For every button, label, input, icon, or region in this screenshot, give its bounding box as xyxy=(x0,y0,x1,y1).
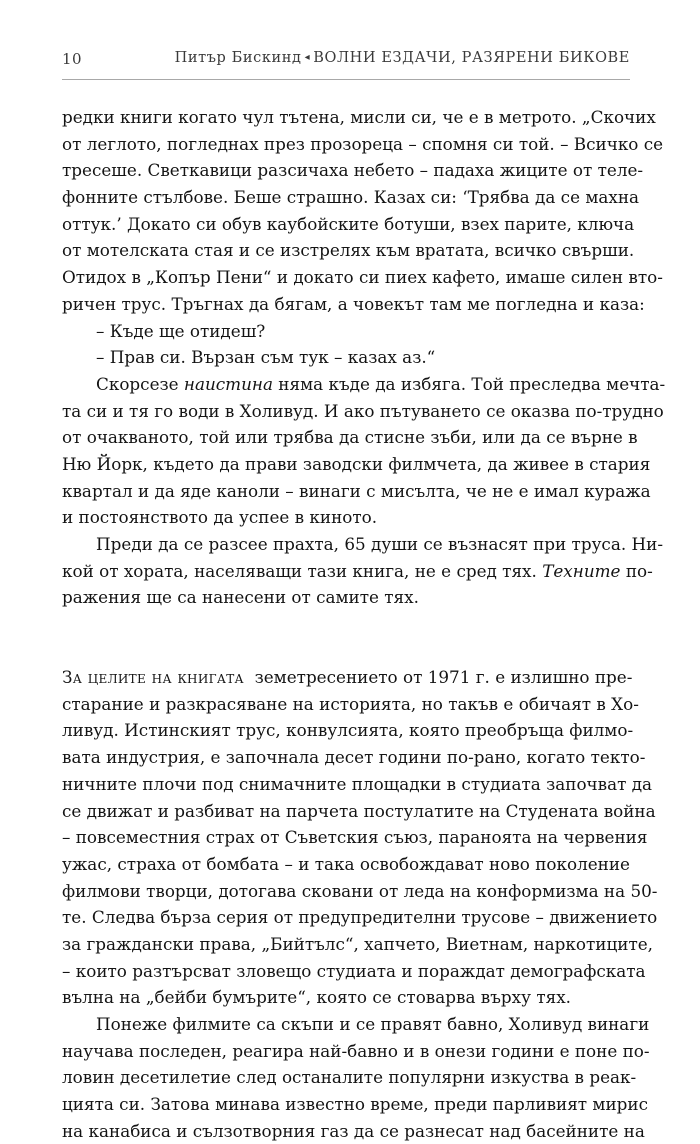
text-line: на канабиса и сълзотворния газ да се разнесат над басейните на xyxy=(62,1120,645,1141)
text-line: и постоянството да успее в киното. xyxy=(62,507,378,528)
paragraph xyxy=(62,1011,650,1144)
paragraph xyxy=(62,664,658,1011)
text-line: от мотелската стая и се изстрелях към вратата, всичко свърши. xyxy=(62,240,635,261)
section-break xyxy=(62,611,630,664)
text-line: ричен трус. Тръгнах да бягам, а човекът там ме погледна и каза: xyxy=(62,293,645,314)
text-line: кой от хората, населяващи тази книга, не е сред тях. Техните по- xyxy=(62,560,653,581)
text-line: та си и тя го води в Холивуд. И ако пътуването се оказва по-трудно xyxy=(62,400,664,421)
book-title: ВОЛНИ ЕЗДАЧИ, РАЗЯРЕНИ БИКОВЕ xyxy=(313,50,630,66)
text-line: старание и разкрасяване на историята, но такъв е обичаят в Хо- xyxy=(62,693,639,714)
text-line: от очакваното, той или трябва да стисне зъби, или да се върне в xyxy=(62,427,638,448)
text-line: Понеже филмите са скъпи и се правят бавно, Холивуд винаги xyxy=(96,1014,650,1034)
running-header xyxy=(62,50,630,74)
separator-arrow-icon: ◂ xyxy=(304,52,311,63)
page-number: 10 xyxy=(62,50,83,68)
text-line: ничните плочи под снимачните площадки в студиата започват да xyxy=(62,773,653,794)
emphasis: наистина xyxy=(183,373,273,394)
text-line: Ню Йорк, където да прави заводски филмчета, да живее в стария xyxy=(62,453,651,474)
section-lead: За целите на книгата xyxy=(62,667,244,688)
text-line: ражения ще са нанесени от самите тях. xyxy=(62,587,419,608)
running-head xyxy=(175,50,630,66)
text-line: за граждански права, „Бийтълс“, хапчето, Виетнам, наркотиците, xyxy=(62,933,654,954)
text-line: филмови творци, дотогава сковани от леда на конформизма на 50- xyxy=(62,880,658,901)
text-line: оттук.’ Докато си обув каубойските ботуши, взех парите, ключа xyxy=(62,213,635,234)
text-line: редки книги когато чул тътена, мисли си, че е в метрото. „Скочих xyxy=(62,107,656,127)
paragraph xyxy=(62,531,663,611)
text-line: Преди да се разсее прахта, 65 души се възнасят при труса. Ни- xyxy=(96,534,663,554)
text-line: – които разтърсват зловещо студиата и пораждат демографската xyxy=(62,960,646,981)
text-line: Отидох в „Копър Пени“ и докато си пиех кафето, имаше силен вто- xyxy=(62,267,663,288)
text-line: тресеше. Светкавици разсичаха небето – падаха жиците от теле- xyxy=(62,160,644,181)
paragraph xyxy=(62,104,664,371)
header-rule xyxy=(62,79,630,80)
dialog-line: – Къде ще отидеш? xyxy=(96,320,266,341)
text-line: научава последен, реагира най-бавно и в онези години е поне по- xyxy=(62,1040,650,1061)
text-line: вата индустрия, е започнала десет години по-рано, когато текто- xyxy=(62,747,646,768)
text-line: те. Следва бърза серия от предупредителни трусове – движението xyxy=(62,907,658,928)
text-line: от леглото, погледнах през прозореца – спомня си той. – Всичко се xyxy=(62,133,664,154)
paragraph xyxy=(62,371,666,531)
text-line: ливуд. Истинският трус, конвулсията, която преобръща филмо- xyxy=(62,720,634,741)
text-line: се движат и разбиват на парчета постулатите на Студената война xyxy=(62,800,656,821)
text-line: Скорсезе наистина няма къде да избяга. Той преследва мечта- xyxy=(96,373,666,394)
text-line: фонните стълбове. Беше страшно. Казах си: ‘Трябва да се махна xyxy=(62,187,640,208)
text-line: За целите на книгата земетресението от 1971 г. е излишно пре- xyxy=(62,667,633,688)
emphasis: Техните xyxy=(542,560,621,581)
dialog-line: – Прав си. Вързан съм тук – казах аз.“ xyxy=(96,347,436,368)
text-line: ловин десетилетие след останалите популярни изкуства в реак- xyxy=(62,1067,637,1088)
author-name: Питър Бискинд xyxy=(174,50,302,66)
text-line: цията си. Затова минава известно време, преди парливият мирис xyxy=(62,1094,648,1115)
text-line: квартал и да яде каноли – винаги с мисълта, че не е имал куража xyxy=(62,480,651,501)
text-line: вълна на „бейби бумърите“, която се стоварва върху тях. xyxy=(62,987,572,1008)
text-line: – повсеместния страх от Съветския съюз, параноята на червения xyxy=(62,827,648,848)
text-line: ужас, страха от бомбата – и така освобождават ново поколение xyxy=(62,853,630,874)
body-text xyxy=(62,104,666,1144)
